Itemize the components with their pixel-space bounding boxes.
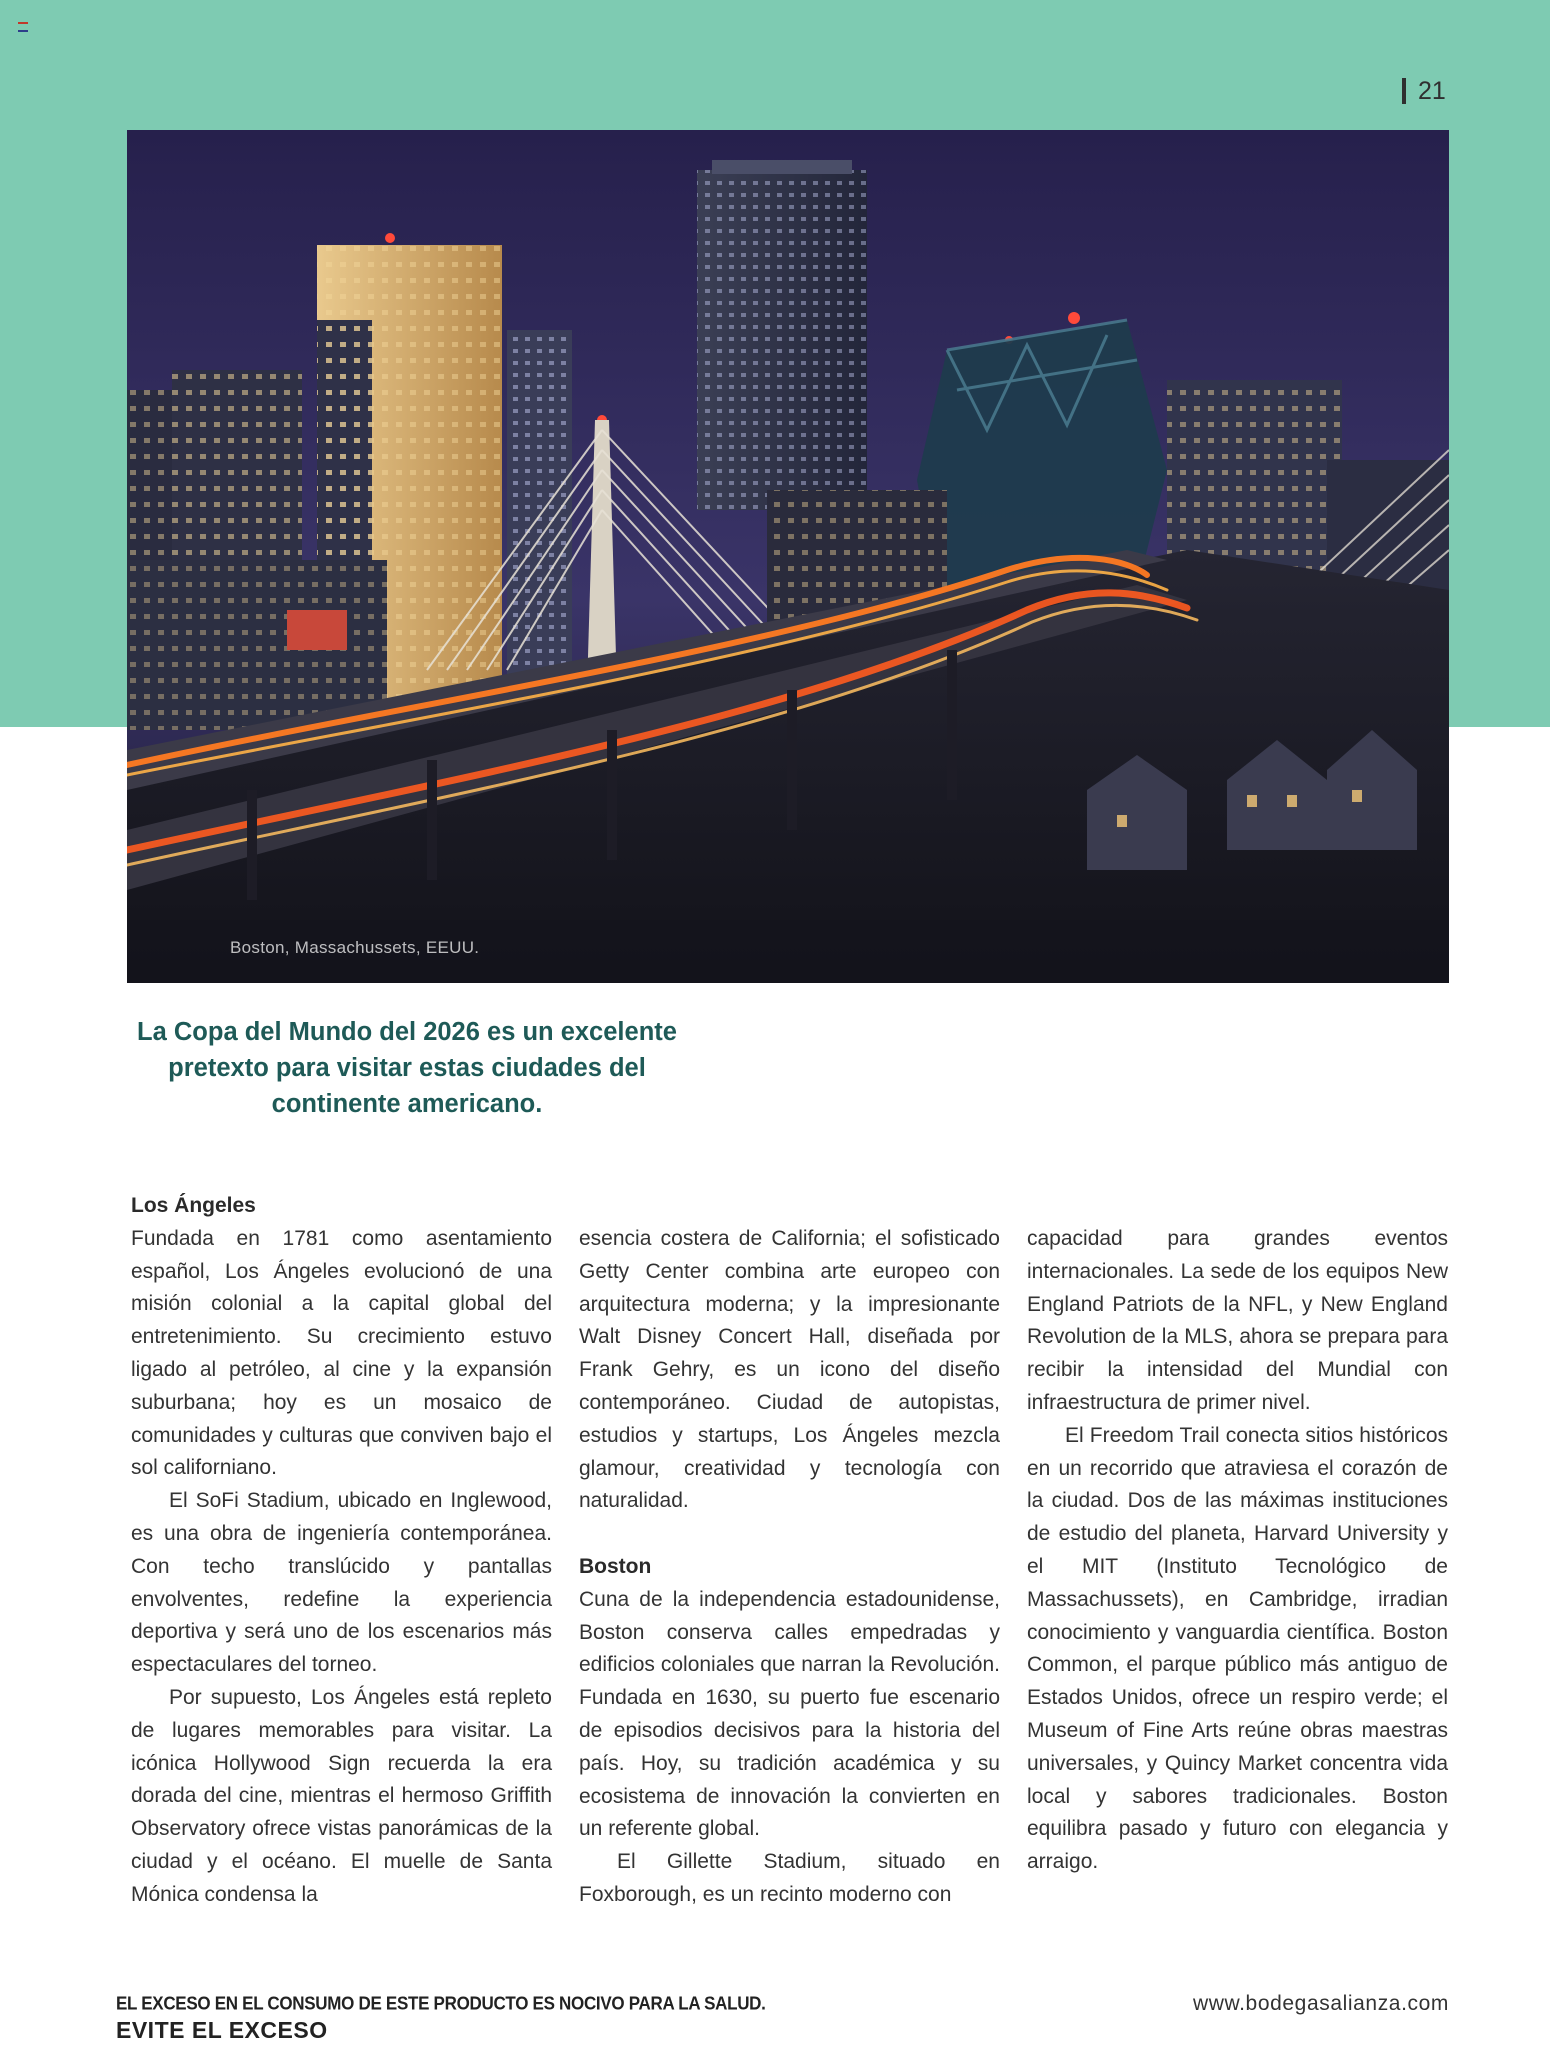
- lead-line-3: continente americano.: [271, 1090, 543, 1118]
- section-heading-los-angeles: Los Ángeles: [131, 1194, 256, 1217]
- paragraph-boston-1: Cuna de la independencia estadounidense, Boston conserva calles empedradas y edificios coloniales que narran la Revolución. Fundada en 1630, su puerto fue escenario de episodios decisivos para la historia del país. Hoy, su tradición académica y su ecosistema de innovación la convierten en un referente global.: [579, 1587, 1000, 1841]
- city-skyline-illustration: [127, 130, 1449, 983]
- page-number-value: 21: [1418, 76, 1446, 105]
- hero-photo: [127, 130, 1449, 983]
- lead-line-1: La Copa del Mundo del 2026 es un excelente: [137, 1018, 677, 1046]
- website-link[interactable]: www.bodegasalianza.com: [1192, 1992, 1449, 2015]
- paragraph-boston-2-part-2: capacidad para grandes eventos internacionales. La sede de los equipos New England Patriots de la NFL, y New England Revolution de la MLS, ahora se prepara para recibir la intensidad del Mundial con infraestructura de primer nivel.: [1027, 1227, 1448, 1414]
- paragraph-la-3-part-1: Por supuesto, Los Ángeles está repleto de lugares memorables para visitar. La icónica Hollywood Sign recuerda la era dorada del cine, mientras el hermoso Griffith Observatory ofrece vistas panorámicas de la ciudad y el océano. El muelle de Santa Mónica condensa la: [131, 1685, 552, 1906]
- paragraph-boston-2-part-1: El Gillette Stadium, situado en Foxborough, es un recinto moderno con: [579, 1850, 1000, 1906]
- section-heading-boston: Boston: [579, 1554, 652, 1578]
- photo-caption: Boston, Massachussets, EEUU.: [230, 938, 480, 957]
- health-warning-line-2: EVITE EL EXCESO: [116, 2017, 328, 2043]
- column-1: [131, 1190, 552, 1912]
- paragraph-boston-3: El Freedom Trail conecta sitios históricos en un recorrido que atraviesa el corazón de la ciudad. Dos de las máximas instituciones de estudio del planeta, Harvard University y el MIT (Instituto Tecnológico de Massachussets), en Cambridge, irradian conocimiento y vanguardia científica. Boston Common, el parque público más antiguo de Estados Unidos, ofrece un respiro verde; el Museum of Fine Arts reúne obras maestras universales, y Quincy Market concentra vida local y sabores tradicionales. Boston equilibra pasado y futuro con elegancia y arraigo.: [1027, 1423, 1448, 1874]
- paragraph-la-2: El SoFi Stadium, ubicado en Inglewood, es una obra de ingeniería contemporánea. Con techo translúcido y pantallas envolventes, redefine la experiencia deportiva y será uno de los escenarios más espectaculares del torneo.: [131, 1489, 552, 1677]
- paragraph-la-3-part-2: esencia costera de California; el sofisticado Getty Center combina arte europeo con arquitectura moderna; y la impresionante Walt Disney Concert Hall, diseñada por Frank Gehry, es un icono del diseño contemporáneo. Ciudad de autopistas, estudios y startups, Los Ángeles mezcla glamour, creatividad y tecnología con naturalidad.: [579, 1227, 1000, 1513]
- flag-marker-icon: [18, 22, 28, 32]
- lead-line-2: pretexto para visitar estas ciudades del: [168, 1054, 646, 1082]
- lead-quote: [127, 1014, 687, 1122]
- health-warning: [116, 1994, 766, 2042]
- column-2: [579, 1223, 1000, 1912]
- column-3: [1027, 1223, 1448, 1879]
- paragraph-la-1: Fundada en 1781 como asentamiento español, Los Ángeles evolucionó de una misión colonial a la capital global del entretenimiento. Su crecimiento estuvo ligado al petróleo, al cine y la expansión suburbana; hoy es un mosaico de comunidades y culturas que conviven bajo el sol californiano.: [131, 1226, 552, 1480]
- page-number-divider: [1402, 78, 1406, 104]
- page-number: [1402, 74, 1446, 108]
- article-body: [131, 1190, 1449, 1920]
- health-warning-line-1: EL EXCESO EN EL CONSUMO DE ESTE PRODUCTO ES NOCIVO PARA LA SALUD.: [116, 1992, 766, 2014]
